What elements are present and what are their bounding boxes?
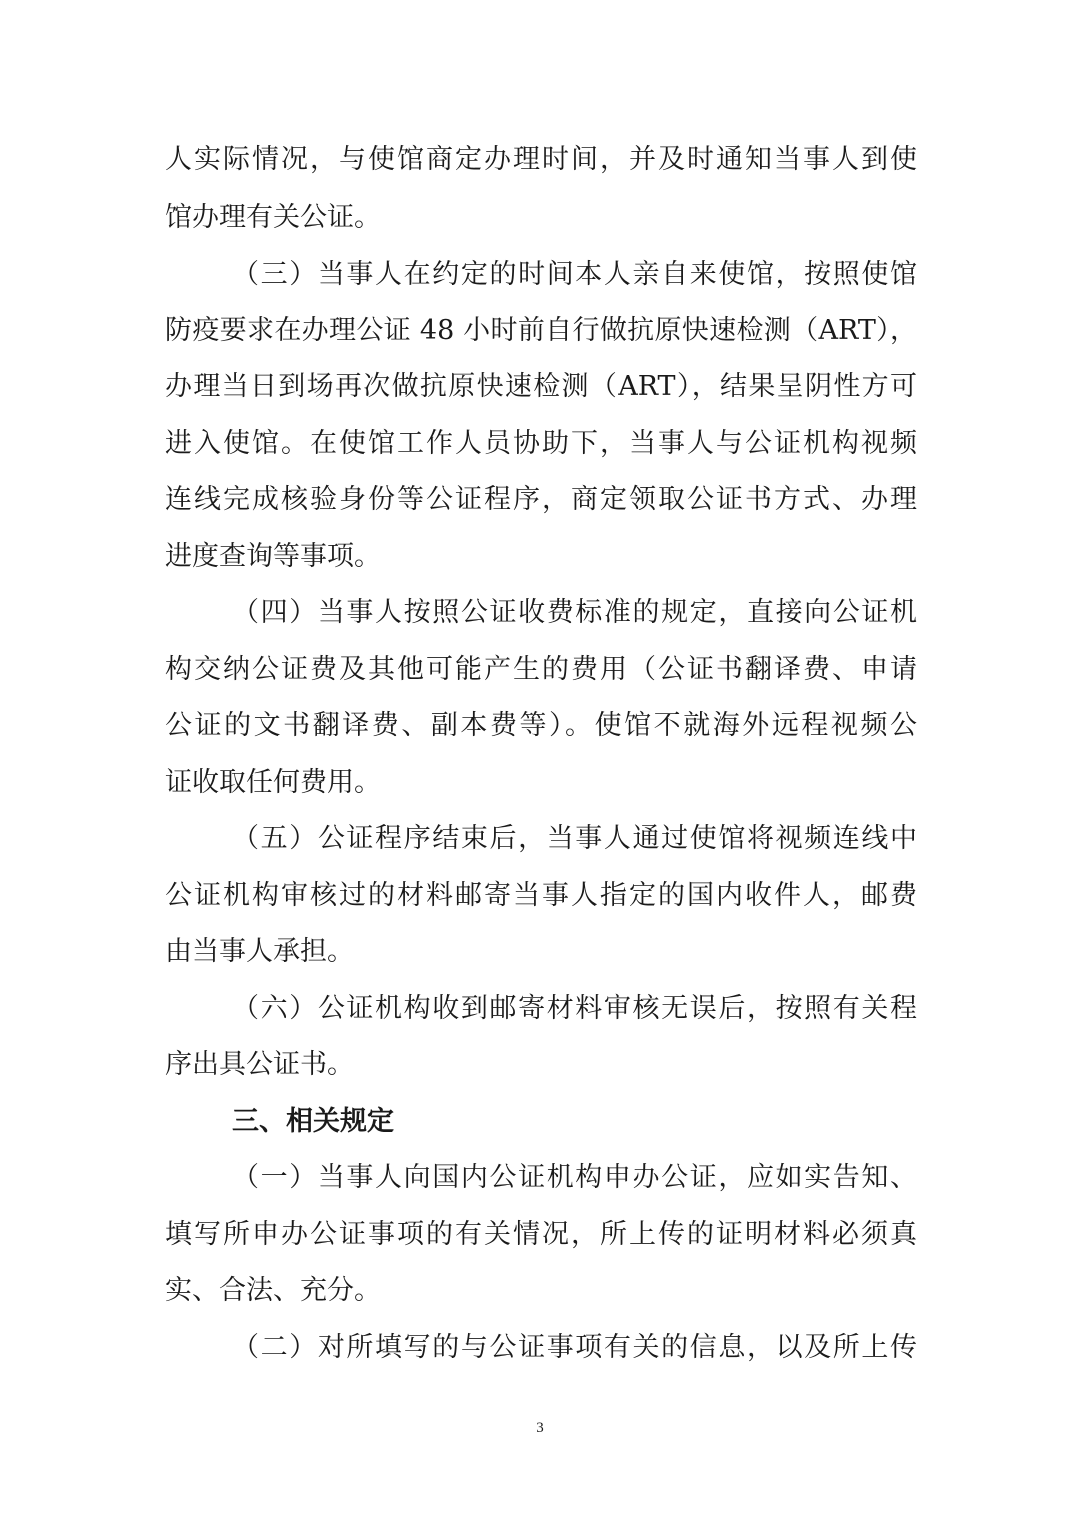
text-line: 公证机构审核过的材料邮寄当事人指定的国内收件人，邮费 [165,880,917,911]
text-line: 公证的文书翻译费、副本费等）。使馆不就海外远程视频公 [165,710,917,741]
text-line: 由当事人承担。 [165,936,354,967]
text-line: 证收取任何费用。 [165,767,381,798]
text-line: 办理当日到场再次做抗原快速检测（ART），结果呈阴性方可 [165,371,917,402]
text-line: 馆办理有关公证。 [165,202,381,233]
paragraph-start-line: （二）对所填写的与公证事项有关的信息，以及所上传 [232,1332,917,1363]
text-line: 实、合法、充分。 [165,1275,381,1306]
page-number: 3 [536,1420,544,1436]
text-line: 进度查询等事项。 [165,541,381,572]
text-line: 填写所申办公证事项的有关情况，所上传的证明材料必须真 [165,1219,917,1250]
paragraph-start-line: （六）公证机构收到邮寄材料审核无误后，按照有关程 [232,993,917,1024]
paragraph-start-line: （五）公证程序结束后，当事人通过使馆将视频连线中 [232,823,917,854]
paragraph-start-line: （四）当事人按照公证收费标准的规定，直接向公证机 [232,597,917,628]
paragraph-start-line: （三）当事人在约定的时间本人亲自来使馆，按照使馆 [232,259,917,290]
paragraph-start-line: （一）当事人向国内公证机构申办公证，应如实告知、 [232,1162,917,1193]
text-line: 构交纳公证费及其他可能产生的费用（公证书翻译费、申请 [165,654,917,685]
text-line: 进入使馆。在使馆工作人员协助下，当事人与公证机构视频 [165,428,917,459]
text-line: 序出具公证书。 [165,1049,354,1080]
section-heading: 三、相关规定 [232,1106,394,1137]
text-line: 防疫要求在办理公证 48 小时前自行做抗原快速检测（ART）， [165,315,917,346]
text-line: 人实际情况，与使馆商定办理时间，并及时通知当事人到使 [165,144,917,175]
text-line: 连线完成核验身份等公证程序，商定领取公证书方式、办理 [165,484,917,515]
